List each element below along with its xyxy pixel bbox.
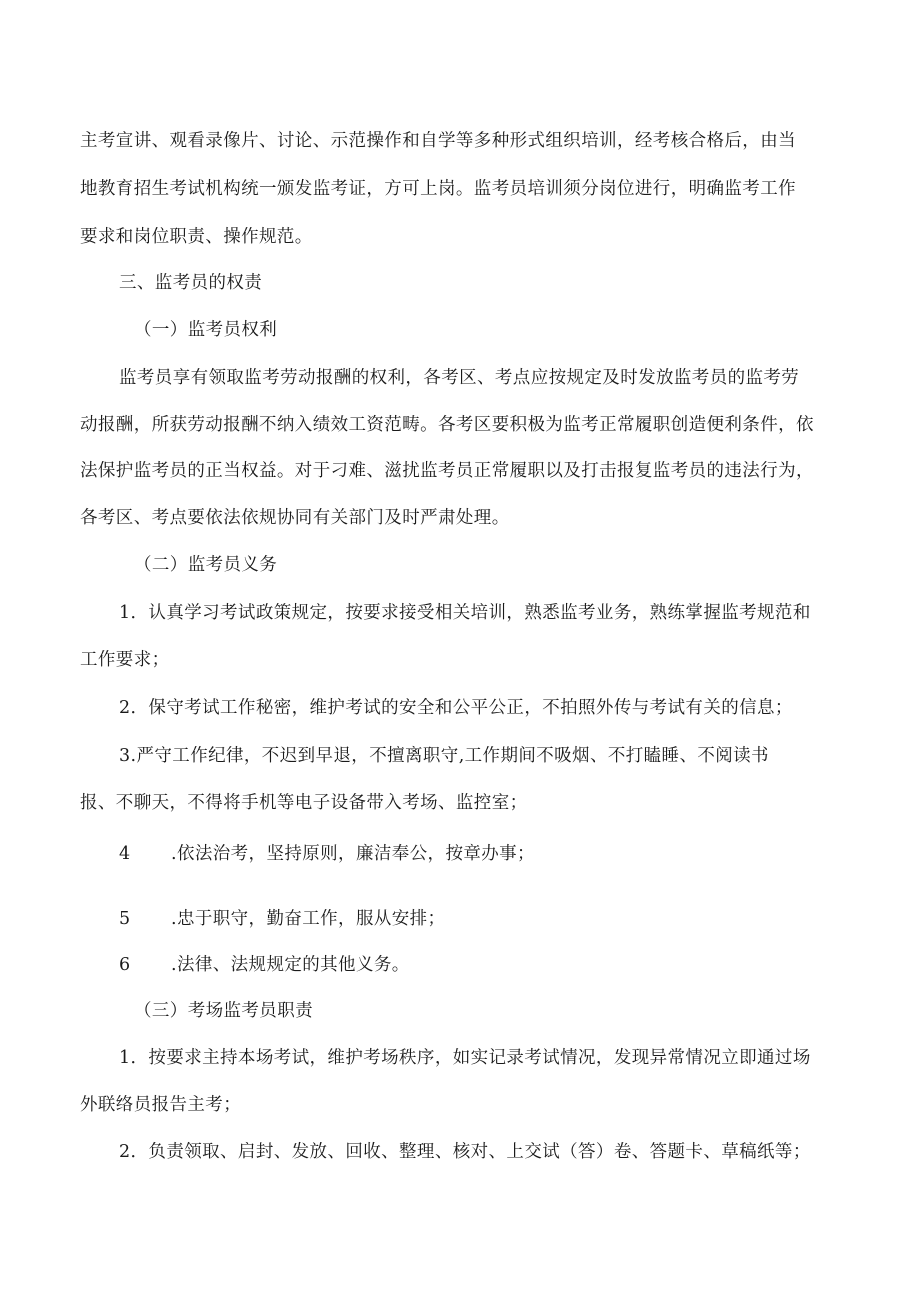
list-item-line: 1．按要求主持本场考试，维护考场秩序，如实记录考试情况，发现异常情况立即通过场 [119, 1048, 811, 1068]
list-item-text: .依法治考，坚持原则，廉洁奉公，按章办事； [171, 844, 535, 864]
list-item [119, 911, 445, 929]
paragraph-line: 法保护监考员的正当权益。对于刁难、滋扰监考员正常履职以及打击报复监考员的违法行为， [80, 461, 814, 481]
list-item-text: .法律、法规规定的其他义务。 [171, 955, 410, 975]
list-item-line: 2．保守考试工作秘密，维护考试的安全和公平公正，不拍照外传与考试有关的信息； [119, 698, 793, 718]
list-item-line: 工作要求； [80, 650, 170, 670]
list-item [119, 846, 535, 864]
list-item-text: .忠于职守，勤奋工作，服从安排； [171, 909, 446, 929]
section-heading: 三、监考员的权责 [119, 273, 263, 293]
list-item-line: 3.严守工作纪律，不迟到早退，不擅离职守,工作期间不吸烟、不打瞌睡、不阅读书 [119, 746, 769, 766]
subsection-heading: （二）监考员义务 [134, 555, 278, 575]
subsection-heading: （三）考场监考员职责 [134, 1001, 313, 1021]
list-item-number: 6 [119, 955, 131, 975]
list-item-line: 报、不聊天，不得将手机等电子设备带入考场、监控室； [80, 793, 528, 813]
paragraph-line: 地教育招生考试机构统一颁发监考证，方可上岗。监考员培训须分岗位进行，明确监考工作 [80, 179, 796, 199]
list-item [119, 957, 410, 975]
subsection-heading: （一）监考员权利 [134, 320, 278, 340]
paragraph-line: 要求和岗位职责、操作规范。 [80, 227, 313, 247]
paragraph-line: 监考员享有领取监考劳动报酬的权利，各考区、考点应按规定及时发放监考员的监考劳 [119, 368, 800, 388]
list-item-line: 2．负责领取、启封、发放、回收、整理、核对、上交试（答）卷、答题卡、草稿纸等； [119, 1142, 811, 1162]
paragraph-line: 主考宣讲、观看录像片、讨论、示范操作和自学等多种形式组织培训，经考核合格后，由当 [80, 131, 796, 151]
list-item-line: 1．认真学习考试政策规定，按要求接受相关培训，熟悉监考业务，熟练掌握监考规范和 [119, 603, 811, 623]
paragraph-line: 动报酬，所获劳动报酬不纳入绩效工资范畴。各考区要积极为监考正常履职创造便利条件，依 [80, 415, 814, 435]
list-item-line: 外联络员报告主考； [80, 1095, 242, 1115]
list-item-number: 5 [119, 909, 131, 929]
paragraph-line: 各考区、考点要依法依规协同有关部门及时严肃处理。 [80, 508, 510, 528]
list-item-number: 4 [119, 844, 131, 864]
